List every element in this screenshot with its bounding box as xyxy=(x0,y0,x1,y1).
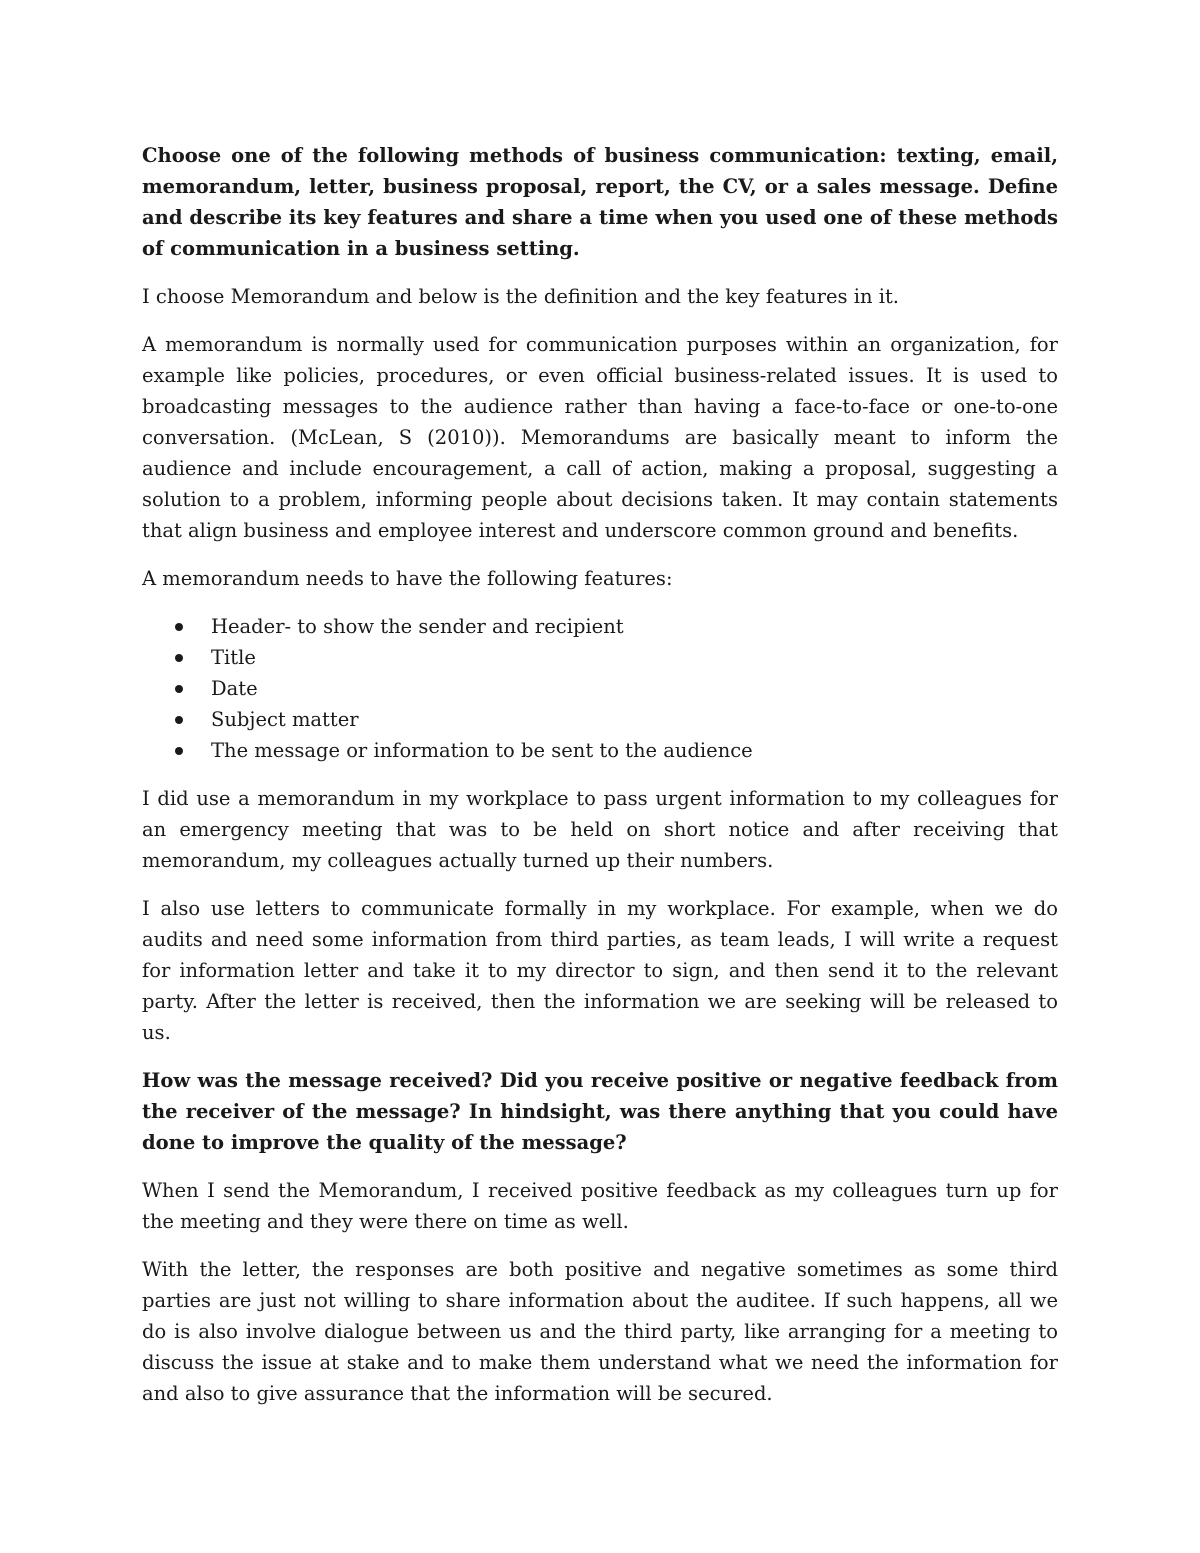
question-2: How was the message received? Did you receive positive or negative feedback from the receiver of the message? In hindsight, was there anything that you could have done to improve the quality of the message? xyxy=(142,1069,1058,1154)
experience-paragraph-2: I also use letters to communicate formally in my workplace. For example, when we do audits and need some information from third parties, as team leads, I will write a request for information letter and take it to my director to sign, and then send it to the relevant party. After the letter is received, then the information we are seeking will be released to us. xyxy=(142,897,1058,1044)
answer-paragraph-1: When I send the Memorandum, I received positive feedback as my colleagues turn up for the meeting and they were there on time as well. xyxy=(142,1179,1058,1233)
list-item-text: Subject matter xyxy=(211,708,359,731)
bullet-icon xyxy=(175,654,183,662)
list-item-text: The message or information to be sent to the audience xyxy=(211,739,753,762)
intro-paragraph: I choose Memorandum and below is the definition and the key features in it. xyxy=(142,285,899,308)
list-item xyxy=(142,735,1058,766)
features-list xyxy=(142,611,1058,766)
bullet-icon xyxy=(175,685,183,693)
list-item-text: Title xyxy=(211,646,256,669)
bullet-icon xyxy=(175,747,183,755)
document-body xyxy=(142,140,1058,1426)
bullet-icon xyxy=(175,623,183,631)
experience-paragraph-1: I did use a memorandum in my workplace to pass urgent information to my colleagues for an emergency meeting that was to be held on short notice and after receiving that memorandum, my colleagues actually turned up their numbers. xyxy=(142,787,1058,872)
list-item xyxy=(142,704,1058,735)
list-item-text: Date xyxy=(211,677,258,700)
answer-paragraph-2: With the letter, the responses are both positive and negative sometimes as some third parties are just not willing to share information about the auditee. If such happens, all we do is also involve dialogue between us and the third party, like arranging for a meeting to discuss the issue at stake and to make them understand what we need the information for and also to give assurance that the information will be secured. xyxy=(142,1258,1058,1405)
features-intro: A memorandum needs to have the following features: xyxy=(142,567,673,590)
list-item-text: Header- to show the sender and recipient xyxy=(211,615,624,638)
list-item xyxy=(142,642,1058,673)
list-item xyxy=(142,611,1058,642)
definition-paragraph: A memorandum is normally used for communication purposes within an organization, for example like policies, procedures, or even official business-related issues. It is used to broadcasting messages to the audience rather than having a face-to-face or one-to-one conversation. (McLean, S (2010)). Memorandums are basically meant to inform the audience and include encouragement, a call of action, making a proposal, suggesting a solution to a problem, informing people about decisions taken. It may contain statements that align business and employee interest and underscore common ground and benefits. xyxy=(142,333,1058,542)
bullet-icon xyxy=(175,716,183,724)
question-1: Choose one of the following methods of business communication: texting, email, memorandum, letter, business proposal, report, the CV, or a sales message. Define and describe its key features and share a time when you used one of these methods of communication in a business setting. xyxy=(142,144,1058,260)
list-item xyxy=(142,673,1058,704)
